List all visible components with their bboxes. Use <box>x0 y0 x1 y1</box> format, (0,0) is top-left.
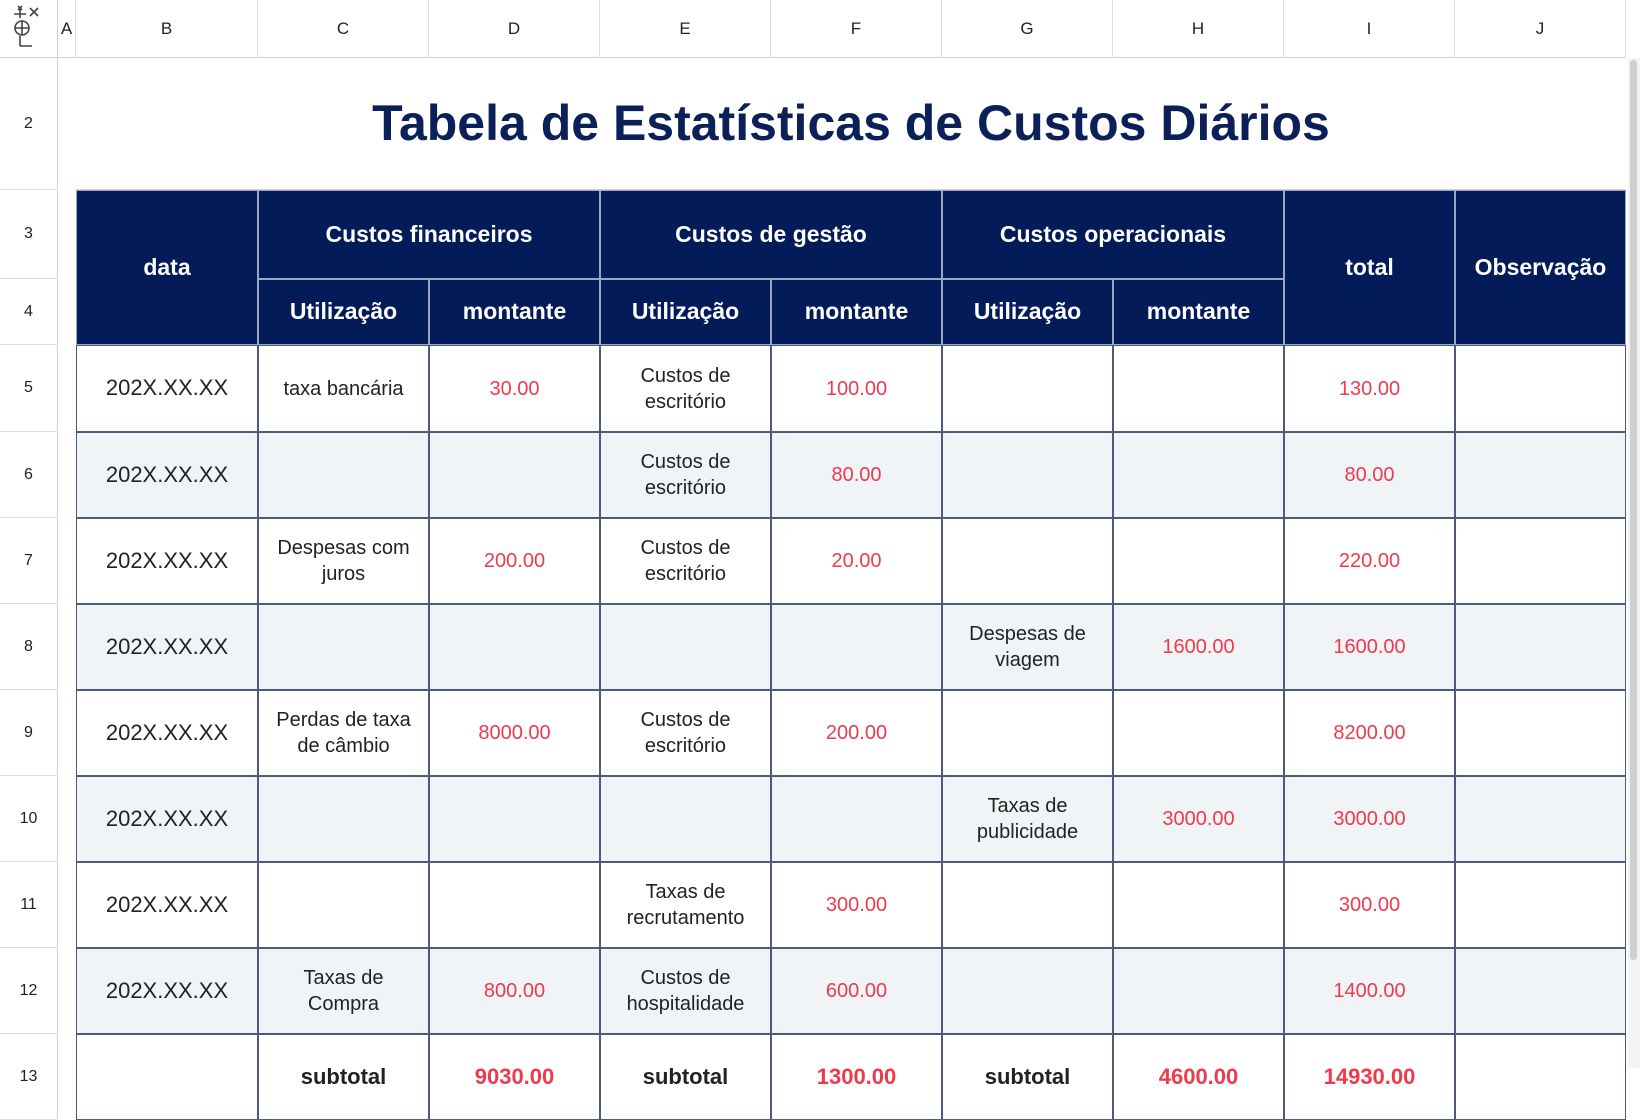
subtotal-cell-total[interactable]: 14930.00 <box>1284 1034 1455 1120</box>
table-cell-fin-use[interactable]: Despesas com juros <box>258 518 429 604</box>
table-cell-obs[interactable] <box>1455 518 1626 604</box>
table-cell-fin-use[interactable] <box>258 432 429 518</box>
table-cell-total[interactable]: 1400.00 <box>1284 948 1455 1034</box>
table-cell-op-use[interactable] <box>942 690 1113 776</box>
table-cell-date[interactable]: 202X.XX.XX <box>76 776 258 862</box>
table-cell-fin-amt[interactable]: 30.00 <box>429 345 600 432</box>
row-header-3[interactable]: 3 <box>0 190 58 279</box>
table-cell-fin-amt[interactable]: 8000.00 <box>429 690 600 776</box>
table-cell-op-amt[interactable] <box>1113 690 1284 776</box>
row-header-2[interactable]: 2 <box>0 58 58 190</box>
header-management-amount[interactable]: montante <box>771 279 942 345</box>
row-header-9[interactable]: 9 <box>0 690 58 776</box>
subtotal-cell-date[interactable] <box>76 1034 258 1120</box>
table-cell-op-use[interactable]: Despesas de viagem <box>942 604 1113 690</box>
column-header-g[interactable]: G <box>942 0 1113 58</box>
subtotal-cell-fin-amt[interactable]: 9030.00 <box>429 1034 600 1120</box>
column-header-c[interactable]: C <box>258 0 429 58</box>
page-title[interactable]: Tabela de Estatísticas de Custos Diários <box>76 58 1626 190</box>
header-operational-amount[interactable]: montante <box>1113 279 1284 345</box>
header-financial-amount[interactable]: montante <box>429 279 600 345</box>
table-cell-mgmt-amt[interactable]: 80.00 <box>771 432 942 518</box>
table-cell-obs[interactable] <box>1455 432 1626 518</box>
column-header-i[interactable]: I <box>1284 0 1455 58</box>
row-header-7[interactable]: 7 <box>0 518 58 604</box>
table-cell-op-use[interactable] <box>942 518 1113 604</box>
table-cell-mgmt-amt[interactable]: 20.00 <box>771 518 942 604</box>
header-data[interactable]: data <box>76 190 258 345</box>
table-cell-total[interactable]: 3000.00 <box>1284 776 1455 862</box>
table-cell-mgmt-use[interactable] <box>600 776 771 862</box>
row-header-10[interactable]: 10 <box>0 776 58 862</box>
table-cell-mgmt-use[interactable]: Custos de escritório <box>600 518 771 604</box>
table-cell-op-use[interactable] <box>942 345 1113 432</box>
table-cell-op-use[interactable]: Taxas de publicidade <box>942 776 1113 862</box>
table-cell-date[interactable]: 202X.XX.XX <box>76 518 258 604</box>
table-cell-obs[interactable] <box>1455 345 1626 432</box>
table-cell-mgmt-use[interactable]: Taxas de recrutamento <box>600 862 771 948</box>
table-cell-mgmt-use[interactable]: Custos de escritório <box>600 345 771 432</box>
table-cell-obs[interactable] <box>1455 690 1626 776</box>
table-cell-fin-amt[interactable]: 200.00 <box>429 518 600 604</box>
table-cell-obs[interactable] <box>1455 776 1626 862</box>
subtotal-cell-mgmt-use[interactable]: subtotal <box>600 1034 771 1120</box>
table-cell-op-amt[interactable] <box>1113 345 1284 432</box>
subtotal-cell-fin-use[interactable]: subtotal <box>258 1034 429 1120</box>
table-cell-op-use[interactable] <box>942 862 1113 948</box>
table-cell-mgmt-amt[interactable]: 600.00 <box>771 948 942 1034</box>
table-cell-fin-amt[interactable] <box>429 862 600 948</box>
table-cell-mgmt-use[interactable]: Custos de escritório <box>600 432 771 518</box>
table-cell-mgmt-use[interactable] <box>600 604 771 690</box>
table-cell-total[interactable]: 130.00 <box>1284 345 1455 432</box>
table-cell-mgmt-amt[interactable]: 200.00 <box>771 690 942 776</box>
column-header-j[interactable]: J <box>1455 0 1626 58</box>
table-cell-op-use[interactable] <box>942 948 1113 1034</box>
table-cell-total[interactable]: 220.00 <box>1284 518 1455 604</box>
table-cell-date[interactable]: 202X.XX.XX <box>76 604 258 690</box>
table-cell-mgmt-amt[interactable]: 300.00 <box>771 862 942 948</box>
table-cell-date[interactable]: 202X.XX.XX <box>76 690 258 776</box>
column-header-e[interactable]: E <box>600 0 771 58</box>
header-operational-usage[interactable]: Utilização <box>942 279 1113 345</box>
table-cell-fin-amt[interactable] <box>429 604 600 690</box>
header-financial-costs[interactable]: Custos financeiros <box>258 190 600 279</box>
row-header-5[interactable]: 5 <box>0 345 58 432</box>
header-observation[interactable]: Observação <box>1455 190 1626 345</box>
table-cell-fin-use[interactable]: Perdas de taxa de câmbio <box>258 690 429 776</box>
table-cell-mgmt-use[interactable]: Custos de escritório <box>600 690 771 776</box>
table-cell-fin-use[interactable]: taxa bancária <box>258 345 429 432</box>
row-header-6[interactable]: 6 <box>0 432 58 518</box>
table-cell-date[interactable]: 202X.XX.XX <box>76 862 258 948</box>
header-financial-usage[interactable]: Utilização <box>258 279 429 345</box>
subtotal-cell-obs[interactable] <box>1455 1034 1626 1120</box>
table-cell-fin-amt[interactable]: 800.00 <box>429 948 600 1034</box>
row-header-12[interactable]: 12 <box>0 948 58 1034</box>
table-cell-fin-use[interactable] <box>258 604 429 690</box>
subtotal-cell-mgmt-amt[interactable]: 1300.00 <box>771 1034 942 1120</box>
table-cell-op-amt[interactable] <box>1113 948 1284 1034</box>
row-header-4[interactable]: 4 <box>0 279 58 345</box>
table-cell-mgmt-amt[interactable] <box>771 604 942 690</box>
table-cell-op-amt[interactable] <box>1113 518 1284 604</box>
vertical-scrollbar-thumb[interactable] <box>1630 60 1637 960</box>
table-cell-total[interactable]: 80.00 <box>1284 432 1455 518</box>
column-header-d[interactable]: D <box>429 0 600 58</box>
column-header-f[interactable]: F <box>771 0 942 58</box>
column-header-h[interactable]: H <box>1113 0 1284 58</box>
table-cell-op-amt[interactable]: 1600.00 <box>1113 604 1284 690</box>
table-cell-fin-amt[interactable] <box>429 776 600 862</box>
table-cell-op-use[interactable] <box>942 432 1113 518</box>
table-cell-obs[interactable] <box>1455 948 1626 1034</box>
table-cell-date[interactable]: 202X.XX.XX <box>76 345 258 432</box>
table-cell-total[interactable]: 8200.00 <box>1284 690 1455 776</box>
table-cell-mgmt-amt[interactable] <box>771 776 942 862</box>
table-cell-fin-amt[interactable] <box>429 432 600 518</box>
table-cell-fin-use[interactable]: Taxas de Compra <box>258 948 429 1034</box>
subtotal-cell-op-amt[interactable]: 4600.00 <box>1113 1034 1284 1120</box>
header-operational-costs[interactable]: Custos operacionais <box>942 190 1284 279</box>
table-cell-total[interactable]: 300.00 <box>1284 862 1455 948</box>
row-header-8[interactable]: 8 <box>0 604 58 690</box>
table-cell-op-amt[interactable]: 3000.00 <box>1113 776 1284 862</box>
table-cell-mgmt-use[interactable]: Custos de hospitalidade <box>600 948 771 1034</box>
row-header-13[interactable]: 13 <box>0 1034 58 1120</box>
header-management-costs[interactable]: Custos de gestão <box>600 190 942 279</box>
table-cell-date[interactable]: 202X.XX.XX <box>76 948 258 1034</box>
table-cell-obs[interactable] <box>1455 862 1626 948</box>
table-cell-mgmt-amt[interactable]: 100.00 <box>771 345 942 432</box>
table-cell-obs[interactable] <box>1455 604 1626 690</box>
column-header-a[interactable]: A <box>58 0 76 58</box>
table-cell-op-amt[interactable] <box>1113 862 1284 948</box>
table-cell-fin-use[interactable] <box>258 862 429 948</box>
table-cell-total[interactable]: 1600.00 <box>1284 604 1455 690</box>
table-cell-date[interactable]: 202X.XX.XX <box>76 432 258 518</box>
header-management-usage[interactable]: Utilização <box>600 279 771 345</box>
column-header-b[interactable]: B <box>76 0 258 58</box>
header-total[interactable]: total <box>1284 190 1455 345</box>
subtotal-cell-op-use[interactable]: subtotal <box>942 1034 1113 1120</box>
app-logo-icon <box>10 4 50 48</box>
table-cell-op-amt[interactable] <box>1113 432 1284 518</box>
select-all-corner[interactable] <box>0 0 58 58</box>
row-header-11[interactable]: 11 <box>0 862 58 948</box>
table-cell-fin-use[interactable] <box>258 776 429 862</box>
